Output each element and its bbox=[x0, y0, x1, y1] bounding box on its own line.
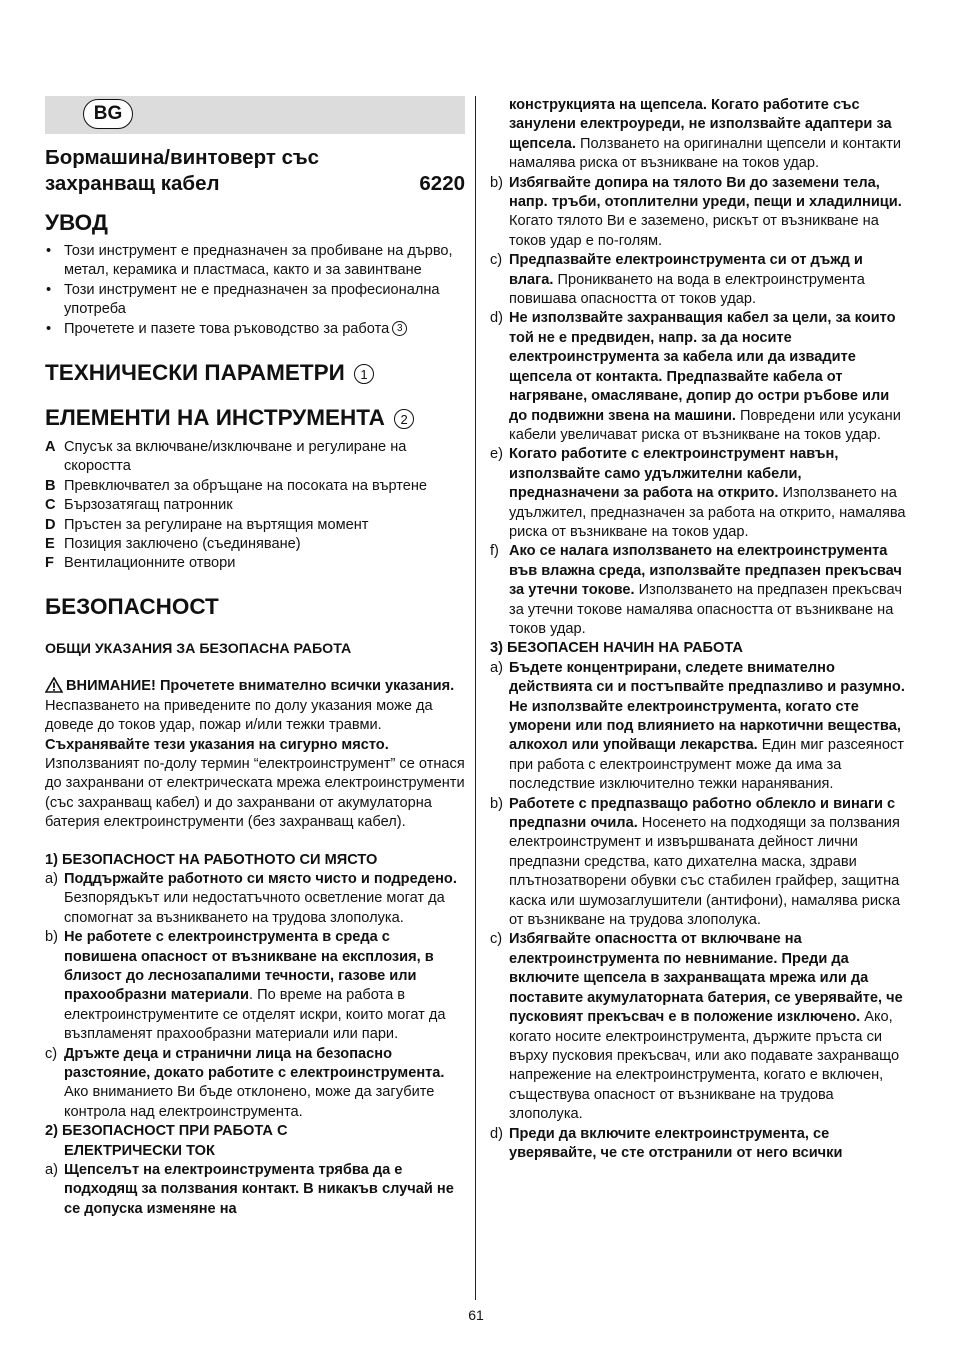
safety-heading: БЕЗОПАСНОСТ bbox=[45, 593, 219, 619]
part-item: D Пръстен за регулиране на въртящия момент bbox=[45, 516, 369, 533]
warning-triangle-icon bbox=[45, 677, 63, 693]
parts-list bbox=[45, 438, 465, 574]
left-column bbox=[45, 96, 465, 1219]
warning-paragraph: ВНИМАНИЕ! Прочетете внимателно всички указания. Неспазването на приведените по долу указания може да доведе до токов удар, пожар и/или тежки травми. Съхранявайте тези указания на сигурно място. Използваният по-долу термин “електроинструмент” се отнася до захранвани от електрическата мрежа електроинструменти (със захранващ кабел) и до захранвани от акумулаторна батерия електроинструменти (без захранващ кабел). bbox=[45, 678, 465, 831]
list-item: e) Когато работите с електроинструмент навън, използвайте само удължителни кабели, предназначени за работа на открито. Използването на удължител, предназначен за работа на открито, намалява риска от възникване на токов удар. bbox=[490, 446, 906, 540]
intro-heading: УВОД bbox=[45, 210, 108, 235]
part-item: B Превключвател за обръщане на посоката на въртене bbox=[45, 477, 428, 494]
section-2-title: 2) БЕЗОПАСНОСТ ПРИ РАБОТА С ЕЛЕКТРИЧЕСКИ ТОК bbox=[45, 1123, 288, 1159]
list-item: • Този инструмент не е предназначен за професионална употреба bbox=[45, 281, 465, 320]
part-item: F Вентилационните отвори bbox=[45, 555, 236, 572]
product-title bbox=[45, 145, 465, 197]
tool-elements-heading: ЕЛЕМЕНТИ НА ИНСТРУМЕНТА 2 bbox=[45, 404, 465, 432]
list-item: b) Работете с предпазващо работно облекло и винаги с предпазни очила. Носенето на подходящи за ползвания електроинструмент и извършваната дейност лични предпазни средства, като дихателна маска, здрави плътнозатворени обувки със стабилен грайфер, защитна каска или шумозаглушители (антифони), намалява риска от възникване на трудова злополука. bbox=[490, 795, 901, 929]
list-item: • Този инструмент е предназначен за пробиване на дърво, метал, керамика и пластмаса, както и за завинтване bbox=[45, 242, 465, 281]
figure-ref-2: 2 bbox=[394, 409, 414, 429]
tech-params-heading: ТЕХНИЧЕСКИ ПАРАМЕТРИ 1 bbox=[45, 359, 465, 387]
list-item: a) Бъдете концентрирани, следете внимателно действията си и постъпвайте предпазливо и разумно. Не използвайте електроинструмента, когато сте уморени или под влиянието на наркотични вещества, алкохол или упойващи лекарства. Един миг разсеяност при работа с електроинструмент може да има за последствие изключително тежки наранявания. bbox=[490, 659, 905, 793]
page-number: 61 bbox=[468, 1307, 484, 1323]
section-1-title: 1) БЕЗОПАСНОСТ НА РАБОТНОТО СИ МЯСТО bbox=[45, 851, 378, 868]
part-item: A Спусък за включване/изключване и регулиране на скоростта bbox=[45, 439, 407, 475]
list-item: d) Преди да включите електроинструмента, се уверявайте, че сте отстранили от него всички bbox=[490, 1125, 843, 1161]
right-column bbox=[490, 96, 910, 1163]
general-safety-heading: ОБЩИ УКАЗАНИЯ ЗА БЕЗОПАСНА РАБОТА bbox=[45, 640, 352, 657]
section-3-title: 3) БЕЗОПАСЕН НАЧИН НА РАБОТА bbox=[490, 640, 743, 657]
intro-list bbox=[45, 242, 465, 339]
figure-ref-1: 1 bbox=[354, 364, 374, 384]
language-bar bbox=[45, 96, 465, 134]
list-item: a) Поддържайте работното си място чисто и подредено. Безпорядъкът или недостатъчното осветление могат да спомогнат за възникването на трудова злополука. bbox=[45, 870, 457, 926]
part-item: C Бързозатягащ патронник bbox=[45, 497, 233, 514]
list-item: b) Избягвайте допира на тялото Ви до заземени тела, напр. тръби, отоплителни уреди, пещи и хладилници. Когато тялото Ви е заземено, рискът от възникване на токов удар е по-голям. bbox=[490, 174, 902, 249]
list-item: • Прочетете и пазете това ръководство за работа 3 bbox=[45, 320, 465, 339]
list-item: c) Дръжте деца и странични лица на безопасно разстояние, докато работите с електроинструмента. Ако вниманието Ви бъде отклонено, може да загубите контрола над електроинструмента. bbox=[45, 1045, 445, 1120]
figure-ref-3: 3 bbox=[392, 321, 407, 336]
list-item: c) Предпазвайте електроинструмента си от дъжд и влага. Проникването на вода в електроинструмента повишава опасността от токов удар. bbox=[490, 252, 865, 308]
part-item: E Позиция заключено (съединяване) bbox=[45, 536, 301, 553]
list-item: f) Ако се налага използването на електроинструмента във влажна среда, използвайте предпазен прекъсвач за утечни токове. Използването на предпазен прекъсвач за утечни токове намалява опасността от възникване на токов удар. bbox=[490, 543, 902, 637]
title-line-1: Бормашина/винтоверт със bbox=[45, 146, 320, 169]
model-number: 6220 bbox=[419, 172, 465, 195]
column-divider bbox=[475, 96, 476, 1300]
title-line-2: захранващ кабел bbox=[45, 172, 220, 195]
list-item: d) Не използвайте захранващия кабел за цели, за които той не е предвиден, напр. за да носите електроинструмента за кабела или да извадите щепсела от контакта. Предпазвайте кабела от нагряване, омасляване, допир до остри ръбове или до подвижни звена на машини. Повредени или усукани кабели увеличават риска от възникване на токов удар. bbox=[490, 310, 901, 443]
list-item-continued: конструкцията на щепсела. Когато работите със занулени електроуреди, не използвайте адаптери за щепсела. Ползването на оригинални щепсели и контакти намалява риска от възникване на токов удар. bbox=[509, 97, 902, 172]
language-badge: BG bbox=[83, 99, 133, 129]
list-item: c) Избягвайте опасността от включване на електроинструмента по невнимание. Преди да включите щепсела в захранващата мрежа или да поставите акумулаторната батерия, се уверявайте, че пусковият прекъсвач е в положение изключено. Ако, когато носите електроинструмента, държите пръста си върху пусковия прекъсвач, или ако подавате захранващо напрежение на електроинструмента, когато е включен, съществува опасност от възникване на трудова злополука. bbox=[490, 931, 903, 1123]
list-item: a) Щепселът на електроинструмента трябва да е подходящ за ползвания контакт. В никакъв случай не се допуска изменяне на bbox=[45, 1162, 454, 1217]
list-item: b) Не работете с електроинструмента в среда с повишена опасност от възникване на експлозия, в близост до леснозапалими течности, газове или прахообразни материали. По време на работа в електроинструментите се отделят искри, които могат да възпламенят прахообразни материали или пари. bbox=[45, 929, 446, 1043]
